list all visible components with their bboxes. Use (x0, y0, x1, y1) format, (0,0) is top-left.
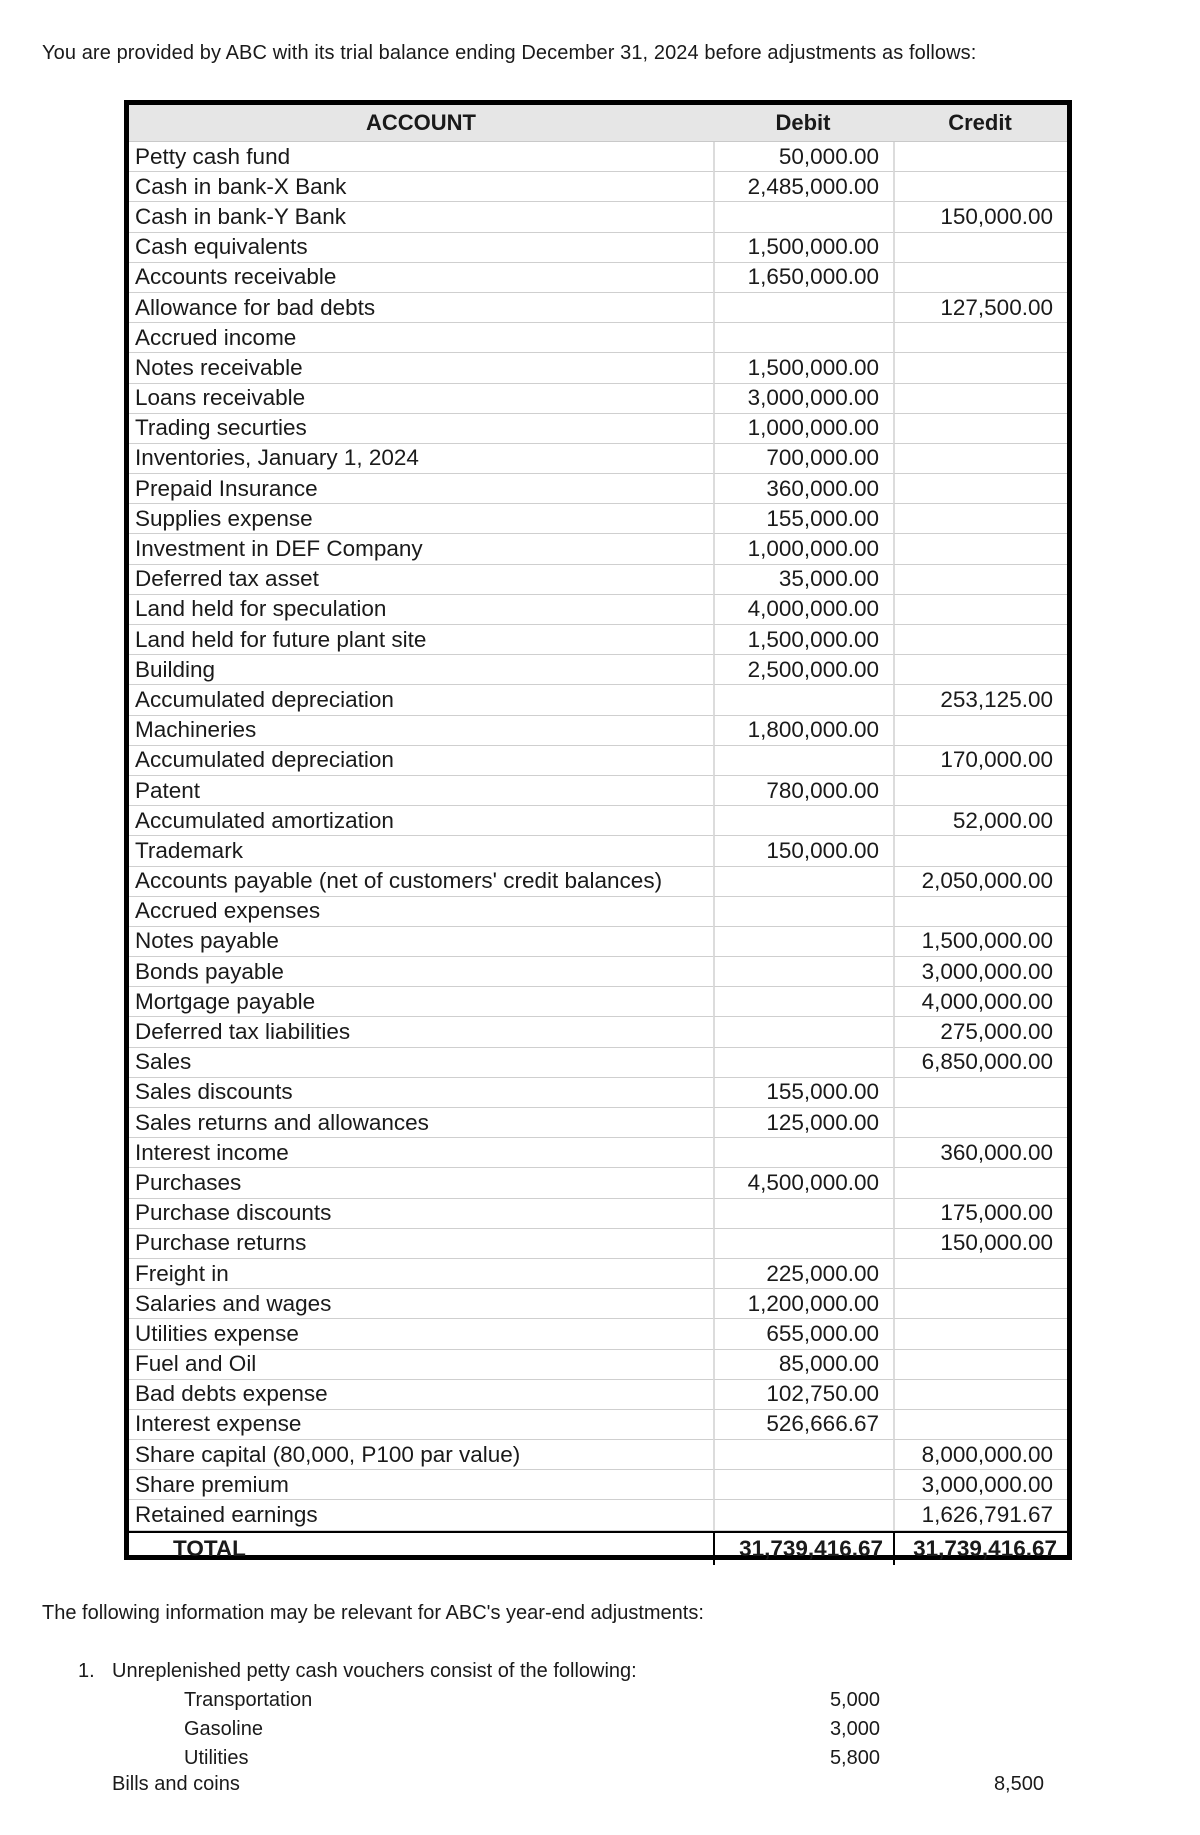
total-label: TOTAL (173, 1535, 246, 1561)
table-row (129, 987, 1067, 1017)
table-row (129, 1017, 1067, 1047)
table-row (129, 1048, 1067, 1078)
table-row (129, 716, 1067, 746)
debit-cell: 155,000.00 (713, 504, 893, 534)
table-row (129, 202, 1067, 232)
debit-cell: 1,500,000.00 (713, 233, 893, 263)
table-row (129, 897, 1067, 927)
account-cell: Accounts receivable (129, 263, 713, 293)
account-cell: Accrued expenses (129, 897, 713, 927)
account-cell: Notes payable (129, 927, 713, 957)
credit-cell (893, 1380, 1067, 1410)
table-body (129, 142, 1067, 1531)
account-cell: Deferred tax asset (129, 565, 713, 595)
credit-cell (893, 1410, 1067, 1440)
credit-cell (893, 353, 1067, 383)
account-cell: Land held for speculation (129, 595, 713, 625)
account-cell: Notes receivable (129, 353, 713, 383)
trial-balance-table (124, 100, 1072, 1560)
credit-cell (893, 1289, 1067, 1319)
debit-cell: 1,500,000.00 (713, 625, 893, 655)
debit-cell (713, 685, 893, 715)
account-cell: Trademark (129, 836, 713, 866)
account-cell: Purchases (129, 1168, 713, 1198)
table-row (129, 1440, 1067, 1470)
account-cell: Prepaid Insurance (129, 474, 713, 504)
voucher-label: Transportation (184, 1689, 313, 1711)
credit-cell (893, 323, 1067, 353)
credit-cell: 2,050,000.00 (893, 867, 1067, 897)
table-row (129, 1078, 1067, 1108)
debit-cell (713, 806, 893, 836)
account-cell: Purchase returns (129, 1229, 713, 1259)
account-cell: Allowance for bad debts (129, 293, 713, 323)
total-row (129, 1531, 1067, 1565)
table-row (129, 323, 1067, 353)
table-row (129, 534, 1067, 564)
debit-cell (713, 867, 893, 897)
account-cell: Loans receivable (129, 384, 713, 414)
credit-cell: 8,000,000.00 (893, 1440, 1067, 1470)
credit-cell (893, 172, 1067, 202)
table-row (129, 685, 1067, 715)
account-cell: Interest expense (129, 1410, 713, 1440)
table-row (129, 776, 1067, 806)
account-cell: Trading securties (129, 414, 713, 444)
debit-cell: 780,000.00 (713, 776, 893, 806)
account-cell: Petty cash fund (129, 142, 713, 172)
account-cell: Land held for future plant site (129, 625, 713, 655)
table-row (129, 1319, 1067, 1349)
credit-cell (893, 1078, 1067, 1108)
credit-cell (893, 565, 1067, 595)
table-row (129, 414, 1067, 444)
credit-cell: 170,000.00 (893, 746, 1067, 776)
table-row (129, 1138, 1067, 1168)
debit-cell: 125,000.00 (713, 1108, 893, 1138)
debit-cell (713, 957, 893, 987)
debit-cell: 2,500,000.00 (713, 655, 893, 685)
credit-cell: 6,850,000.00 (893, 1048, 1067, 1078)
item-1-text: Unreplenished petty cash vouchers consist of the following: (112, 1660, 637, 1682)
table-row (129, 836, 1067, 866)
account-cell: Patent (129, 776, 713, 806)
credit-cell (893, 534, 1067, 564)
credit-cell (893, 504, 1067, 534)
debit-cell (713, 1500, 893, 1530)
table-row (129, 1289, 1067, 1319)
table-row (129, 957, 1067, 987)
table-row (129, 1410, 1067, 1440)
debit-cell: 225,000.00 (713, 1259, 893, 1289)
table-row (129, 263, 1067, 293)
debit-cell (713, 323, 893, 353)
table-row (129, 1229, 1067, 1259)
credit-cell (893, 474, 1067, 504)
table-row (129, 595, 1067, 625)
credit-cell (893, 384, 1067, 414)
debit-cell: 150,000.00 (713, 836, 893, 866)
account-cell: Accrued income (129, 323, 713, 353)
voucher-amount: 3,000 (829, 1718, 880, 1740)
debit-cell (713, 1017, 893, 1047)
debit-cell: 50,000.00 (713, 142, 893, 172)
account-cell: Accumulated depreciation (129, 685, 713, 715)
table-row (129, 1350, 1067, 1380)
debit-cell (713, 987, 893, 1017)
account-cell: Share premium (129, 1470, 713, 1500)
account-cell: Mortgage payable (129, 987, 713, 1017)
credit-cell (893, 1350, 1067, 1380)
credit-cell (893, 716, 1067, 746)
account-cell: Deferred tax liabilities (129, 1017, 713, 1047)
table-row (129, 927, 1067, 957)
credit-cell: 360,000.00 (893, 1138, 1067, 1168)
table-row (129, 504, 1067, 534)
credit-cell (893, 263, 1067, 293)
account-cell: Cash equivalents (129, 233, 713, 263)
item-1 (78, 1660, 637, 1683)
credit-cell (893, 836, 1067, 866)
credit-cell: 275,000.00 (893, 1017, 1067, 1047)
debit-cell: 155,000.00 (713, 1078, 893, 1108)
credit-cell (893, 444, 1067, 474)
credit-cell: 127,500.00 (893, 293, 1067, 323)
account-cell: Bonds payable (129, 957, 713, 987)
table-row (129, 293, 1067, 323)
account-cell: Fuel and Oil (129, 1350, 713, 1380)
account-cell: Interest income (129, 1138, 713, 1168)
credit-cell: 1,500,000.00 (893, 927, 1067, 957)
account-cell: Supplies expense (129, 504, 713, 534)
table-row (129, 1380, 1067, 1410)
table-row (129, 625, 1067, 655)
credit-cell (893, 1108, 1067, 1138)
debit-cell: 85,000.00 (713, 1350, 893, 1380)
account-cell: Bad debts expense (129, 1380, 713, 1410)
table-row (129, 353, 1067, 383)
debit-cell: 655,000.00 (713, 1319, 893, 1349)
credit-cell: 1,626,791.67 (893, 1500, 1067, 1530)
credit-cell (893, 655, 1067, 685)
table-row (129, 565, 1067, 595)
table-row (129, 474, 1067, 504)
debit-cell (713, 1440, 893, 1470)
table-row (129, 1470, 1067, 1500)
debit-cell: 35,000.00 (713, 565, 893, 595)
credit-cell: 52,000.00 (893, 806, 1067, 836)
voucher-label: Gasoline (184, 1718, 263, 1740)
header-credit: Credit (948, 110, 1012, 135)
table-row (129, 806, 1067, 836)
credit-cell (893, 1319, 1067, 1349)
intro-text: You are provided by ABC with its trial balance ending December 31, 2024 before adjustments as follows: (42, 42, 977, 64)
debit-cell: 1,000,000.00 (713, 414, 893, 444)
debit-cell (713, 897, 893, 927)
credit-cell: 253,125.00 (893, 685, 1067, 715)
account-cell: Investment in DEF Company (129, 534, 713, 564)
account-cell: Share capital (80,000, P100 par value) (129, 1440, 713, 1470)
header-debit: Debit (775, 110, 831, 135)
table-row (129, 384, 1067, 414)
debit-cell: 1,200,000.00 (713, 1289, 893, 1319)
credit-cell (893, 595, 1067, 625)
voucher-amount: 5,000 (829, 1689, 880, 1711)
debit-cell: 526,666.67 (713, 1410, 893, 1440)
table-row (129, 1259, 1067, 1289)
account-cell: Inventories, January 1, 2024 (129, 444, 713, 474)
account-cell: Accumulated amortization (129, 806, 713, 836)
table-row (129, 1168, 1067, 1198)
debit-cell (713, 1229, 893, 1259)
table-row (129, 746, 1067, 776)
table-header (129, 105, 1067, 142)
account-cell: Retained earnings (129, 1500, 713, 1530)
credit-cell (893, 1168, 1067, 1198)
total-debit: 31,739,416.67 (713, 1533, 893, 1565)
bills-label: Bills and coins (112, 1773, 240, 1795)
credit-cell (893, 142, 1067, 172)
table-row (129, 1108, 1067, 1138)
table-row (129, 1500, 1067, 1530)
credit-cell: 4,000,000.00 (893, 987, 1067, 1017)
credit-cell (893, 897, 1067, 927)
account-cell: Cash in bank-Y Bank (129, 202, 713, 232)
table-row (129, 233, 1067, 263)
debit-cell: 1,000,000.00 (713, 534, 893, 564)
debit-cell: 360,000.00 (713, 474, 893, 504)
credit-cell: 3,000,000.00 (893, 957, 1067, 987)
account-cell: Building (129, 655, 713, 685)
account-cell: Sales discounts (129, 1078, 713, 1108)
credit-cell (893, 625, 1067, 655)
header-account: ACCOUNT (366, 110, 476, 135)
credit-cell: 150,000.00 (893, 202, 1067, 232)
debit-cell: 700,000.00 (713, 444, 893, 474)
adjustments-intro: The following information may be relevant for ABC's year-end adjustments: (42, 1602, 704, 1624)
voucher-label: Utilities (184, 1747, 249, 1769)
credit-cell (893, 776, 1067, 806)
debit-cell: 1,650,000.00 (713, 263, 893, 293)
table-row (129, 867, 1067, 897)
account-cell: Salaries and wages (129, 1289, 713, 1319)
debit-cell (713, 1048, 893, 1078)
bills-amount: 8,500 (993, 1773, 1044, 1795)
debit-cell: 4,000,000.00 (713, 595, 893, 625)
debit-cell: 1,800,000.00 (713, 716, 893, 746)
credit-cell: 150,000.00 (893, 1229, 1067, 1259)
account-cell: Sales returns and allowances (129, 1108, 713, 1138)
credit-cell: 3,000,000.00 (893, 1470, 1067, 1500)
item-1-number: 1. (78, 1660, 95, 1682)
debit-cell (713, 1199, 893, 1229)
debit-cell (713, 293, 893, 323)
debit-cell: 2,485,000.00 (713, 172, 893, 202)
account-cell: Accumulated depreciation (129, 746, 713, 776)
debit-cell (713, 927, 893, 957)
table-row (129, 1199, 1067, 1229)
voucher-amount: 5,800 (829, 1747, 880, 1769)
table-row (129, 444, 1067, 474)
table-row (129, 142, 1067, 172)
debit-cell: 3,000,000.00 (713, 384, 893, 414)
account-cell: Utilities expense (129, 1319, 713, 1349)
credit-cell (893, 1259, 1067, 1289)
account-cell: Purchase discounts (129, 1199, 713, 1229)
table-row (129, 655, 1067, 685)
credit-cell (893, 414, 1067, 444)
debit-cell (713, 202, 893, 232)
debit-cell (713, 1138, 893, 1168)
debit-cell (713, 1470, 893, 1500)
debit-cell (713, 746, 893, 776)
account-cell: Machineries (129, 716, 713, 746)
account-cell: Freight in (129, 1259, 713, 1289)
total-credit: 31,739,416.67 (893, 1533, 1067, 1565)
debit-cell: 4,500,000.00 (713, 1168, 893, 1198)
debit-cell: 1,500,000.00 (713, 353, 893, 383)
debit-cell: 102,750.00 (713, 1380, 893, 1410)
account-cell: Sales (129, 1048, 713, 1078)
credit-cell: 175,000.00 (893, 1199, 1067, 1229)
credit-cell (893, 233, 1067, 263)
account-cell: Accounts payable (net of customers' credit balances) (129, 867, 713, 897)
account-cell: Cash in bank-X Bank (129, 172, 713, 202)
table-row (129, 172, 1067, 202)
